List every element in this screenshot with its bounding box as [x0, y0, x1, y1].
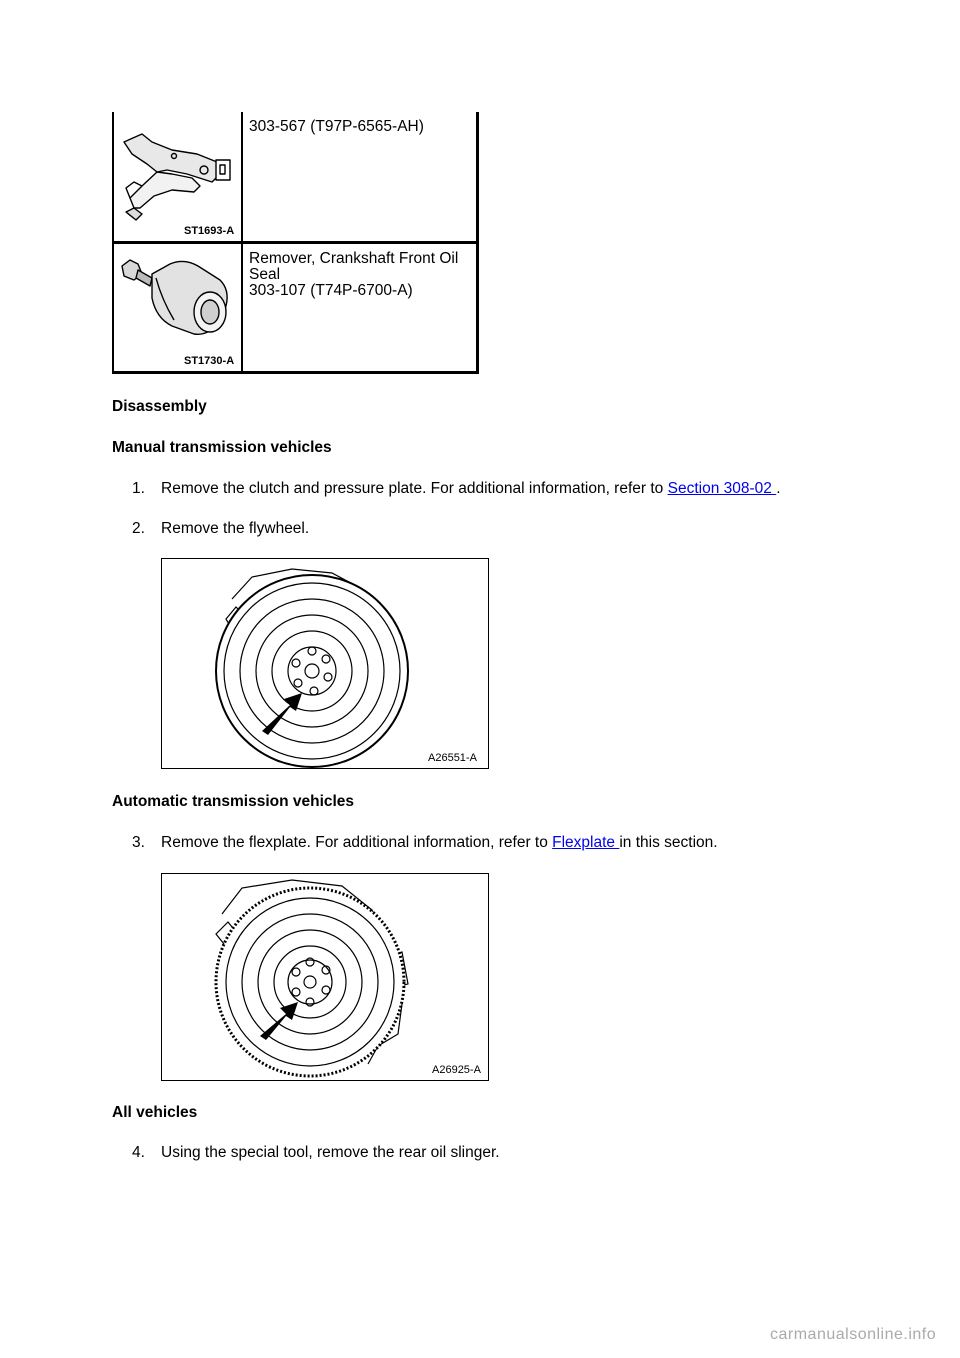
tool-number: 303-107 (T74P-6700-A)	[249, 282, 413, 299]
step-number: 3.	[132, 834, 145, 851]
step-text-pre: Remove the clutch and pressure plate. For additional information, refer to	[161, 480, 668, 497]
figure-caption: A26925-A	[432, 1064, 481, 1076]
step-number: 4.	[132, 1144, 145, 1161]
step-text-post: .	[776, 480, 781, 497]
figure-caption: A26551-A	[428, 752, 477, 764]
step-text: Remove the flywheel.	[161, 520, 310, 537]
step-number: 1.	[132, 480, 145, 497]
step-text: Using the special tool, remove the rear oil slinger.	[161, 1144, 500, 1161]
flexplate-figure	[161, 873, 489, 1081]
seal-remover-icon	[112, 244, 241, 371]
flexplate-link[interactable]: Flexplate	[552, 834, 620, 851]
table-border-bottom	[112, 371, 479, 374]
flexplate-icon	[162, 874, 488, 1080]
flywheel-icon	[162, 559, 488, 768]
special-tools-table	[112, 112, 479, 374]
tool-image-cell	[112, 244, 243, 371]
tool-description-cell	[243, 112, 477, 241]
step-number: 2.	[132, 520, 145, 537]
footer-watermark: carmanualsonline.info	[770, 1326, 937, 1343]
step-text	[161, 834, 718, 852]
step-text-post: in this section.	[619, 834, 718, 851]
step-text-pre: Remove the flexplate. For additional information, refer to	[161, 834, 553, 851]
section-heading-manual: Manual transmission vehicles	[112, 439, 332, 456]
flywheel-figure	[161, 558, 489, 769]
section-heading-disassembly: Disassembly	[112, 398, 207, 415]
tool-caption: ST1730-A	[184, 355, 235, 367]
section-308-02-link[interactable]: Section 308-02	[667, 480, 777, 497]
tool-fork-icon	[112, 112, 241, 241]
section-heading-all: All vehicles	[112, 1104, 198, 1121]
tool-image-cell	[112, 112, 243, 241]
tool-description-cell	[243, 244, 477, 371]
tool-name: Remover, Crankshaft Front Oil	[249, 250, 459, 267]
step-text	[161, 480, 781, 498]
section-heading-automatic: Automatic transmission vehicles	[112, 793, 355, 810]
tool-name-cont: Seal	[249, 266, 281, 283]
tool-caption: ST1693-A	[184, 225, 235, 237]
tool-number: 303-567 (T97P-6565-AH)	[249, 118, 424, 135]
